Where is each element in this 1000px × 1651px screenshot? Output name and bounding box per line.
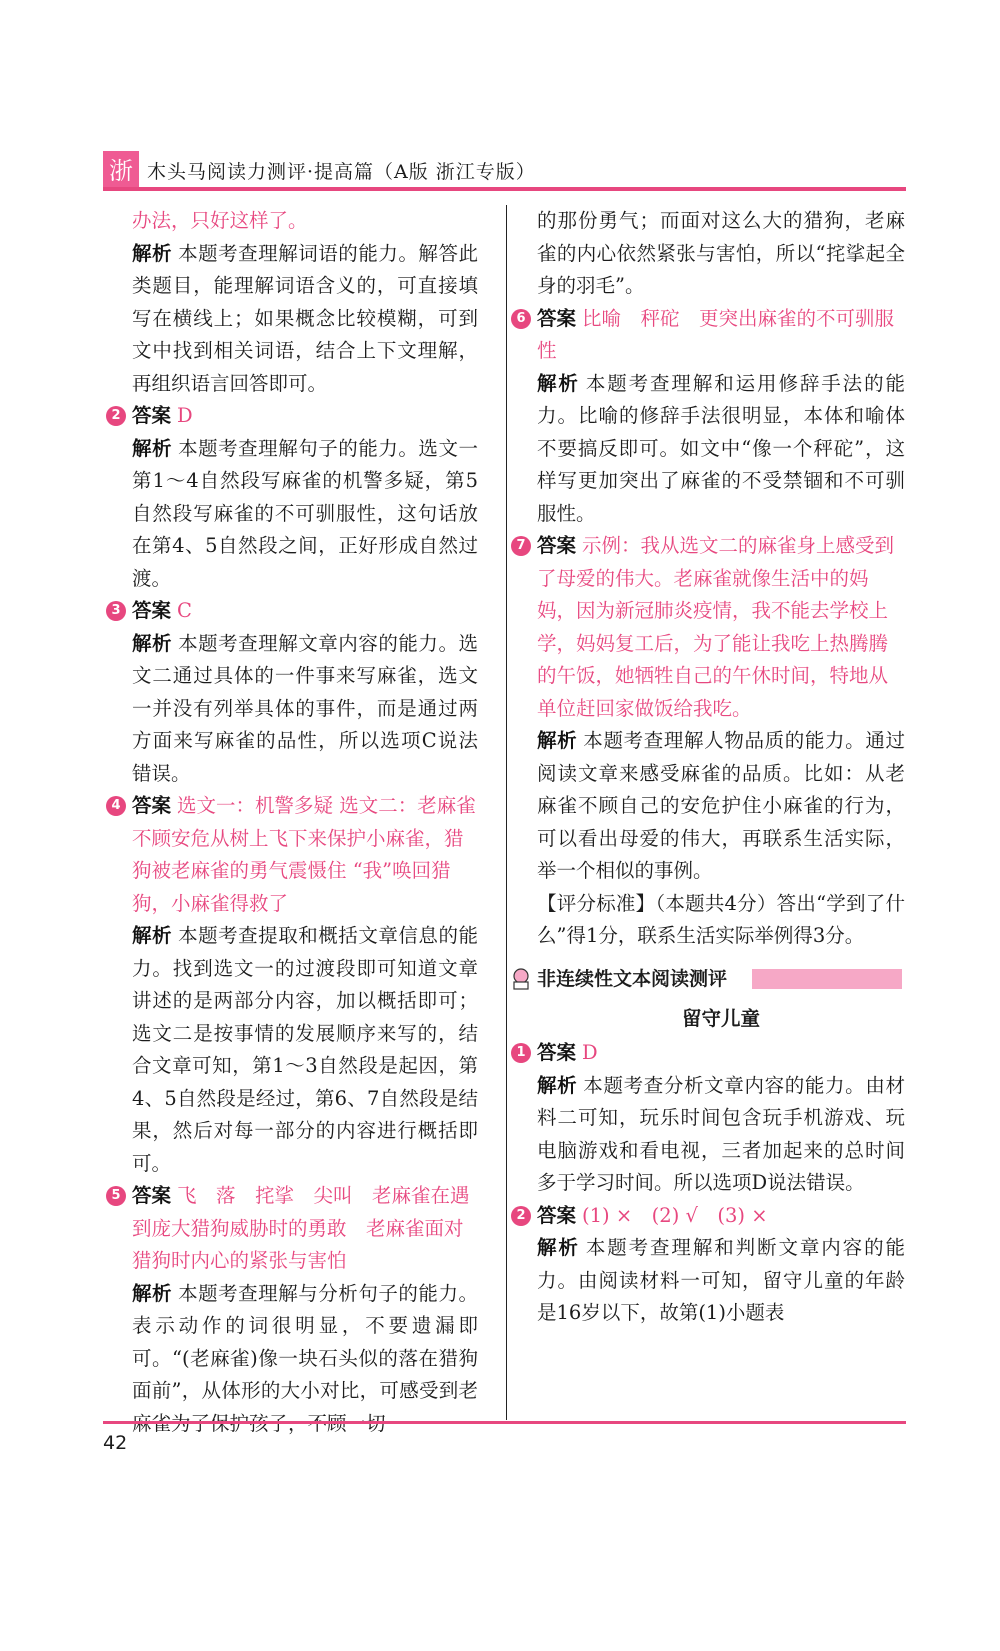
answer-block	[111, 595, 478, 628]
answer-text: (1) × (2) √ (3) ×	[582, 1203, 768, 1227]
question-number-badge: 6	[511, 309, 531, 329]
answer-label: 答案	[132, 599, 172, 622]
section-heading	[537, 963, 905, 999]
analysis-block	[537, 1070, 905, 1200]
analysis-text: 本题考查理解人物品质的能力。通过阅读文章来感受麻雀的品质。比如：从老麻雀不顾自己的安危护住小麻雀的行为，可以看出母爱的伟大，再联系生活实际，举一个相似的事例。	[537, 729, 905, 882]
answer-label: 答案	[132, 404, 172, 427]
question-number-badge: 3	[106, 601, 126, 621]
right-column	[516, 205, 905, 1330]
analysis-text: 本题考查理解和运用修辞手法的能力。比喻的修辞手法很明显，本体和喻体不要搞反即可。如文中“像一个秤砣”，这样写更加突出了麻雀的不受禁锢和不可驯服性。	[537, 371, 905, 525]
analysis-text: 本题考查理解词语的能力。解答此类题目，能理解词语含义的，可直接填写在横线上；如果概念比较模糊，可到文中找到相关词语，结合上下文理解，再组织语言回答即可。	[132, 241, 478, 395]
article-title: 留守儿童	[681, 1006, 760, 1030]
column-divider	[506, 205, 507, 1420]
reader-icon	[509, 967, 533, 991]
question-number-badge: 2	[511, 1206, 531, 1226]
analysis-block	[132, 628, 478, 791]
analysis-block	[132, 1278, 478, 1441]
analysis-label: 解析	[537, 729, 578, 752]
answer-text: D	[177, 404, 193, 427]
answer-label: 答案	[132, 1184, 172, 1207]
left-column	[111, 205, 478, 1440]
analysis-block	[132, 433, 478, 596]
answer-block	[516, 303, 905, 368]
answer-text: 比喻 秤砣 更突出麻雀的不可驯服性	[537, 306, 895, 362]
answer-text: C	[177, 599, 192, 622]
footer-rule	[103, 1421, 906, 1424]
answer-block	[111, 1180, 478, 1278]
header-logo: 浙	[103, 151, 139, 191]
analysis-text: 本题考查分析文章内容的能力。由材料二可知，玩乐时间包含玩手机游戏、玩电脑游戏和看电视，三者加起来的总时间多于学习时间。所以选项D说法错误。	[537, 1073, 905, 1194]
answer-text: D	[582, 1041, 598, 1064]
answer-label: 答案	[132, 794, 172, 817]
answer-label: 答案	[537, 534, 577, 557]
analysis-block	[537, 1232, 905, 1330]
analysis-text: 本题考查理解句子的能力。选文一第1～4自然段写麻雀的机警多疑，第5自然段写麻雀的不可驯服性，这句话放在第4、5自然段之间，正好形成自然过渡。	[132, 436, 478, 590]
analysis-label: 解析	[132, 924, 173, 947]
header-title: 木头马阅读力测评·提高篇（A版 浙江专版）	[147, 161, 536, 183]
answer-block	[111, 790, 478, 920]
section-title: 非连续性文本阅读测评	[537, 967, 728, 990]
question-number-badge: 4	[106, 796, 126, 816]
analysis-block	[537, 368, 905, 531]
answer-label: 答案	[537, 1203, 577, 1227]
analysis-label: 解析	[537, 1236, 580, 1259]
page-number: 42	[103, 1432, 128, 1454]
analysis-text: 本题考查理解文章内容的能力。选文二通过具体的一件事来写麻雀，选文一并没有列举具体的事件，而是通过两方面来写麻雀的品性，所以选项C说法错误。	[132, 631, 478, 785]
analysis-text: 本题考查理解和判断文章内容的能力。由阅读材料一可知，留守儿童的年龄是16岁以下，故第(1)小题表	[537, 1236, 905, 1324]
text-paragraph: 的那份勇气；而面对这么大的猎狗，老麻雀的内心依然紧张与害怕，所以“挓挲起全身的羽毛”。	[537, 209, 905, 297]
question-number-badge: 2	[106, 406, 126, 426]
answer-continuation: 办法，只好这样了。	[132, 209, 308, 232]
analysis-label: 解析	[132, 631, 173, 655]
analysis-label: 解析	[132, 436, 173, 460]
analysis-block	[132, 920, 478, 1180]
answer-block	[111, 400, 478, 433]
analysis-block	[132, 238, 478, 401]
analysis-label: 解析	[132, 1281, 173, 1305]
answer-label: 答案	[537, 306, 577, 330]
analysis-text: 本题考查提取和概括文章信息的能力。找到选文一的过渡段即可知道文章讲述的是两部分内容，加以概括即可；选文二是按事情的发展顺序来写的，结合文章可知，第1～3自然段是起因，第4、5自然段是经过，第6、7自然段是结果，然后对每一部分的内容进行概括即可。	[132, 924, 478, 1175]
answer-block	[516, 530, 905, 725]
analysis-label: 解析	[132, 241, 173, 265]
analysis-text: 本题考查理解与分析句子的能力。表示动作的词很明显，不要遗漏即可。“(老麻雀)像一块石头似的落在猎狗面前”，从体形的大小对比，可感受到老	[132, 1281, 478, 1402]
answer-label: 答案	[537, 1041, 577, 1064]
question-number-badge: 5	[106, 1186, 126, 1206]
page-header	[103, 151, 906, 193]
question-number-badge: 1	[511, 1043, 531, 1063]
question-number-badge: 7	[511, 536, 531, 556]
answer-text: 飞 落 挓挲 尖叫 老麻雀在遇到庞大猎狗威胁时的勇敢 老麻雀面对猎狗时内心的紧张与害怕	[132, 1184, 470, 1272]
answer-block	[516, 1037, 905, 1070]
answer-text: 选文一：机警多疑 选文二：老麻雀不顾安危从树上飞下来保护小麻雀，猎狗被老麻雀的勇气震慑住 “我”唤回猎狗，小麻雀得救了	[132, 794, 476, 915]
analysis-label: 解析	[537, 1073, 578, 1097]
answer-text: 示例：我从选文二的麻雀身上感受到了母爱的伟大。老麻雀就像生活中的妈妈，因为新冠肺炎疫情，我不能去学校上学，妈妈复工后，为了能让我吃上热腾腾的午饭，她牺牲自己的午休时间，特地从单位赶回家做饭给我吃。	[537, 534, 895, 720]
answer-block	[516, 1200, 905, 1233]
analysis-label: 解析	[537, 371, 580, 395]
header-rule	[103, 187, 906, 191]
text-paragraph: 【评分标准】（本题共4分）答出“学到了什么”得1分，联系生活实际举例得3分。	[537, 891, 905, 947]
section-bar-decoration	[752, 969, 902, 989]
analysis-block	[537, 725, 905, 888]
